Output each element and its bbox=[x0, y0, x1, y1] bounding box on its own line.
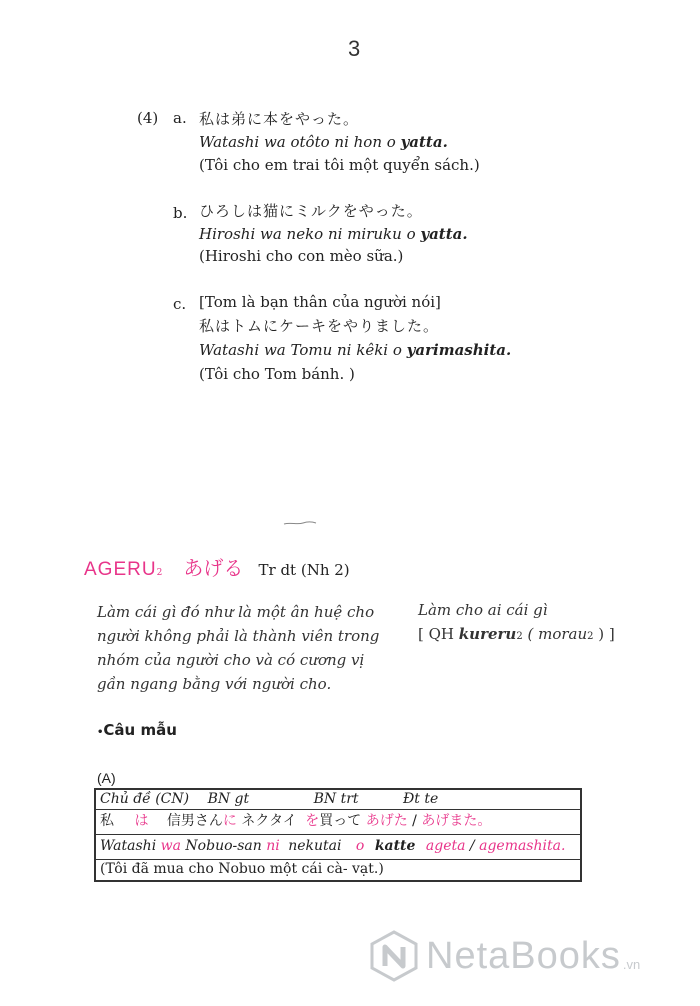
description-line: gần ngang bằng với người cho. bbox=[97, 675, 332, 693]
example-c-letter: c. bbox=[173, 295, 187, 313]
bullet-icon: • bbox=[97, 727, 104, 738]
watermark-brand: NetaBooks bbox=[426, 934, 621, 977]
example-a-translation: (Tôi cho em trai tôi một quyển sách.) bbox=[199, 156, 480, 174]
example-c-translation: (Tôi cho Tom bánh. ) bbox=[199, 365, 355, 383]
jp-slash: / bbox=[412, 813, 417, 829]
jp-nobuo-san: 信男さん bbox=[166, 813, 223, 829]
related-close: ) ] bbox=[593, 625, 615, 643]
pattern-row-grammar bbox=[96, 790, 580, 810]
example-a-romaji-verb: yatta. bbox=[400, 133, 448, 151]
description-right bbox=[418, 598, 615, 649]
heading-class: Tr dt (Nh 2) bbox=[258, 561, 350, 579]
romaji-watashi: Watashi bbox=[100, 838, 157, 854]
related-open: [ QH bbox=[418, 625, 459, 643]
example-b-romaji-text: Hiroshi wa neko ni miruku o bbox=[199, 225, 421, 243]
jp-ageta: あげた bbox=[365, 813, 408, 829]
romaji-ageta: ageta bbox=[425, 838, 466, 854]
pattern-box bbox=[94, 788, 582, 882]
romaji-nobuo-san: Nobuo-san bbox=[185, 838, 262, 854]
example-a-letter: a. bbox=[173, 109, 187, 127]
pattern-title bbox=[97, 720, 177, 743]
pattern-row-romaji bbox=[96, 834, 580, 860]
pattern-title-text: Câu mẫu bbox=[103, 721, 177, 739]
example-a-japanese: 私は弟に本をやった。 bbox=[199, 110, 360, 128]
example-c-romaji-verb: yarimashita. bbox=[406, 341, 512, 359]
jp-particle-o: を bbox=[305, 813, 320, 829]
pattern-row-japanese bbox=[96, 809, 580, 835]
description-right-line2 bbox=[418, 622, 615, 649]
jp-particle-wa: は bbox=[134, 813, 149, 829]
example-a-romaji-text: Watashi wa otôto ni hon o bbox=[199, 133, 401, 151]
grammar-verb-te: te bbox=[424, 791, 439, 807]
romaji-agemashita: agemashita. bbox=[479, 838, 566, 854]
entry-heading bbox=[84, 552, 350, 581]
jp-nekutai: ネクタイ bbox=[241, 813, 297, 829]
example-b-translation: (Hiroshi cho con mèo sữa.) bbox=[199, 247, 404, 265]
pattern-label: (A) bbox=[97, 770, 116, 786]
related-kureru: kureru bbox=[458, 625, 517, 643]
romaji-ni: ni bbox=[266, 838, 280, 854]
heading-japanese: あげる bbox=[183, 556, 244, 580]
romaji-katte: katte bbox=[374, 838, 416, 854]
romaji-o: o bbox=[355, 838, 365, 854]
grammar-verb-text: Đt bbox=[402, 791, 425, 807]
example-b-romaji-verb: yatta. bbox=[420, 225, 468, 243]
romaji-slash: / bbox=[469, 838, 475, 854]
related-morau-sub: 2 bbox=[587, 631, 594, 642]
grammar-indirect-object: BN gt bbox=[207, 791, 250, 807]
description-line: nhóm của người cho và có cương vị bbox=[97, 651, 365, 669]
jp-watashi: 私 bbox=[100, 813, 114, 829]
example-c-japanese: 私はトムにケーキをやりました。 bbox=[199, 317, 440, 335]
example-c-note: [Tom là bạn thân của người nói] bbox=[199, 293, 441, 311]
grammar-direct-object: BN trt bbox=[313, 791, 359, 807]
jp-katte: 買って bbox=[319, 813, 362, 829]
example-c-romaji bbox=[199, 340, 511, 360]
n-logo-icon bbox=[368, 930, 420, 982]
grammar-verb bbox=[403, 791, 438, 807]
description-line: Làm cái gì đó như là một ân huệ cho bbox=[97, 603, 375, 621]
watermark-tld: .vn bbox=[622, 956, 641, 972]
heading-sub: 2 bbox=[156, 568, 163, 578]
related-morau: ( morau bbox=[522, 625, 588, 643]
example-number: (4) bbox=[137, 109, 159, 127]
description-right-line1: Làm cho ai cái gì bbox=[418, 601, 548, 619]
watermark bbox=[368, 930, 640, 982]
related-kureru-sub: 2 bbox=[516, 631, 523, 642]
page-number: 3 bbox=[348, 36, 361, 61]
example-c-romaji-text: Watashi wa Tomu ni kêki o bbox=[199, 341, 407, 359]
example-b-japanese: ひろしは猫にミルクをやった。 bbox=[199, 202, 423, 220]
jp-agemashita: あげまた。 bbox=[421, 813, 492, 829]
romaji-wa: wa bbox=[160, 838, 181, 854]
pattern-row-translation: (Tôi đã mua cho Nobuo một cái cà- vạt.) bbox=[100, 861, 384, 877]
example-b-romaji bbox=[199, 224, 468, 244]
heading-roman: AGERU bbox=[84, 559, 157, 580]
grammar-topic: Chủ đề (CN) bbox=[100, 791, 190, 807]
example-b-letter: b. bbox=[173, 204, 188, 222]
example-a-romaji bbox=[199, 132, 448, 152]
scan-mark bbox=[283, 520, 317, 526]
jp-particle-ni: に bbox=[222, 813, 237, 829]
romaji-nekutai: nekutai bbox=[288, 838, 342, 854]
description-left bbox=[97, 600, 379, 696]
description-line: người không phải là thành viên trong bbox=[97, 627, 380, 645]
